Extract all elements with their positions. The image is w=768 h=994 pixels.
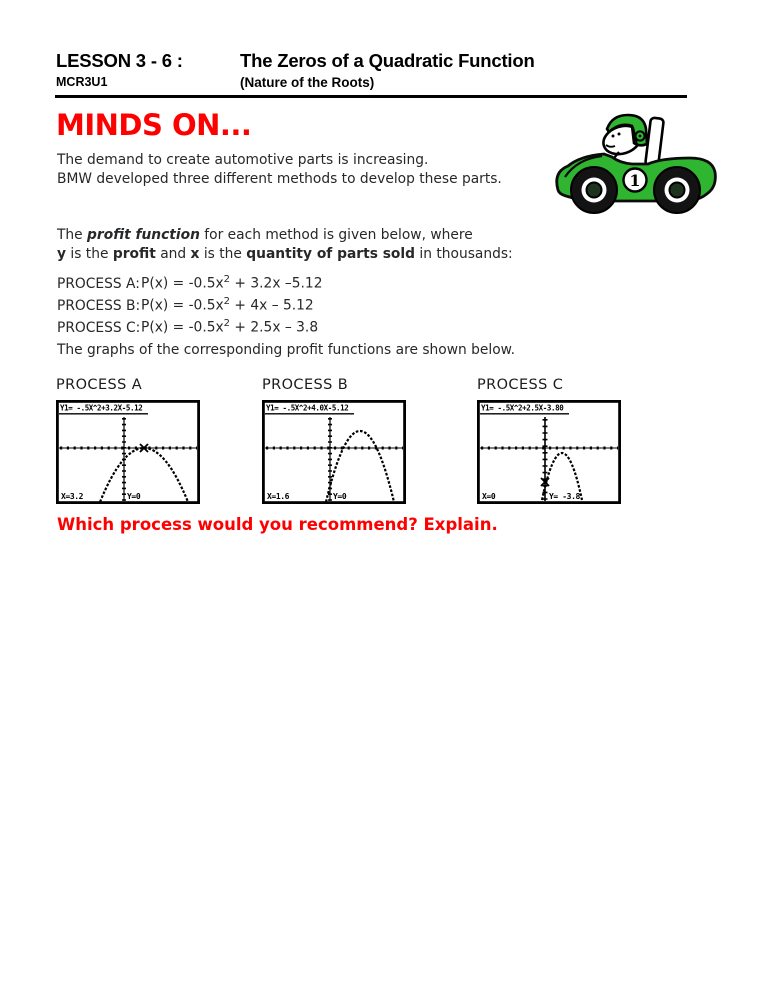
intro-paragraph	[57, 151, 502, 188]
lesson-header	[56, 50, 696, 90]
profit-intro-line-2: y is the profit and x is the quantity of parts sold in thousands:	[57, 245, 513, 262]
front-wheel	[654, 167, 700, 213]
lesson-title: The Zeros of a Quadratic Function	[240, 50, 535, 71]
process-c-equation: PROCESS C:P(x) = $-0.5x^2 + 2.5x - 3.8$	[57, 318, 319, 336]
graphs-intro-text: The graphs of the corresponding profit functions are shown below.	[57, 342, 516, 358]
minds-on-heading: MINDS ON...	[56, 108, 252, 142]
calculator-screen-a	[56, 400, 200, 504]
profit-intro-line-1: The profit function for each method is given below, where	[57, 227, 473, 243]
calculator-screen-c	[477, 400, 621, 504]
rear-wheel	[571, 167, 617, 213]
recommendation-question: Which process would you recommend? Explain.	[57, 515, 498, 534]
process-equations	[57, 271, 323, 337]
helmet-ear-dot	[639, 135, 642, 138]
calc-equation-a: Y1= -.5X^2+3.2X-5.12	[60, 403, 143, 413]
race-car-illustration	[552, 112, 720, 216]
trace-y-c: Y= -3.8	[549, 492, 580, 501]
calc-equation-b: Y1= -.5X^2+4.0X-5.12	[266, 403, 349, 413]
graph-figure-process-c	[477, 377, 627, 508]
process-b-equation: PROCESS B:P(x) = $-0.5x^2 + 4x - 5.12$	[57, 296, 314, 314]
lesson-subtitle: (Nature of the Roots)	[240, 75, 375, 90]
trace-x-a: X=3.2	[61, 492, 84, 501]
process-a-equation: PROCESS A:P(x) = $-0.5x^2 + 3.2x$ –5.12	[57, 274, 323, 292]
header-rule	[55, 95, 687, 98]
calc-equation-c: Y1= -.5X^2+2.5X-3.80	[481, 403, 564, 413]
graph-title-a: PROCESS A	[56, 377, 143, 393]
graph-figure-process-a	[56, 377, 206, 508]
trace-y-a: Y=0	[127, 492, 141, 501]
graph-title-b: PROCESS B	[262, 377, 349, 393]
graph-figure-process-b	[262, 377, 412, 508]
graph-title-c: PROCESS C	[477, 377, 564, 393]
intro-line-1: The demand to create automotive parts is increasing.	[57, 152, 429, 168]
calculator-screen-b	[262, 400, 406, 504]
intro-line-2: BMW developed three different methods to develop these parts.	[57, 170, 502, 187]
trace-x-b: X=1.6	[267, 492, 290, 501]
trace-y-b: Y=0	[333, 492, 347, 501]
profit-intro-paragraph	[57, 226, 513, 263]
driver-eye	[612, 135, 615, 138]
course-code: MCR3U1	[56, 75, 108, 89]
trace-x-c: X=0	[482, 492, 496, 501]
lesson-code: LESSON 3 - 6 :	[56, 50, 183, 71]
driver-eye-2	[618, 133, 621, 136]
car-number: 1	[629, 171, 641, 190]
